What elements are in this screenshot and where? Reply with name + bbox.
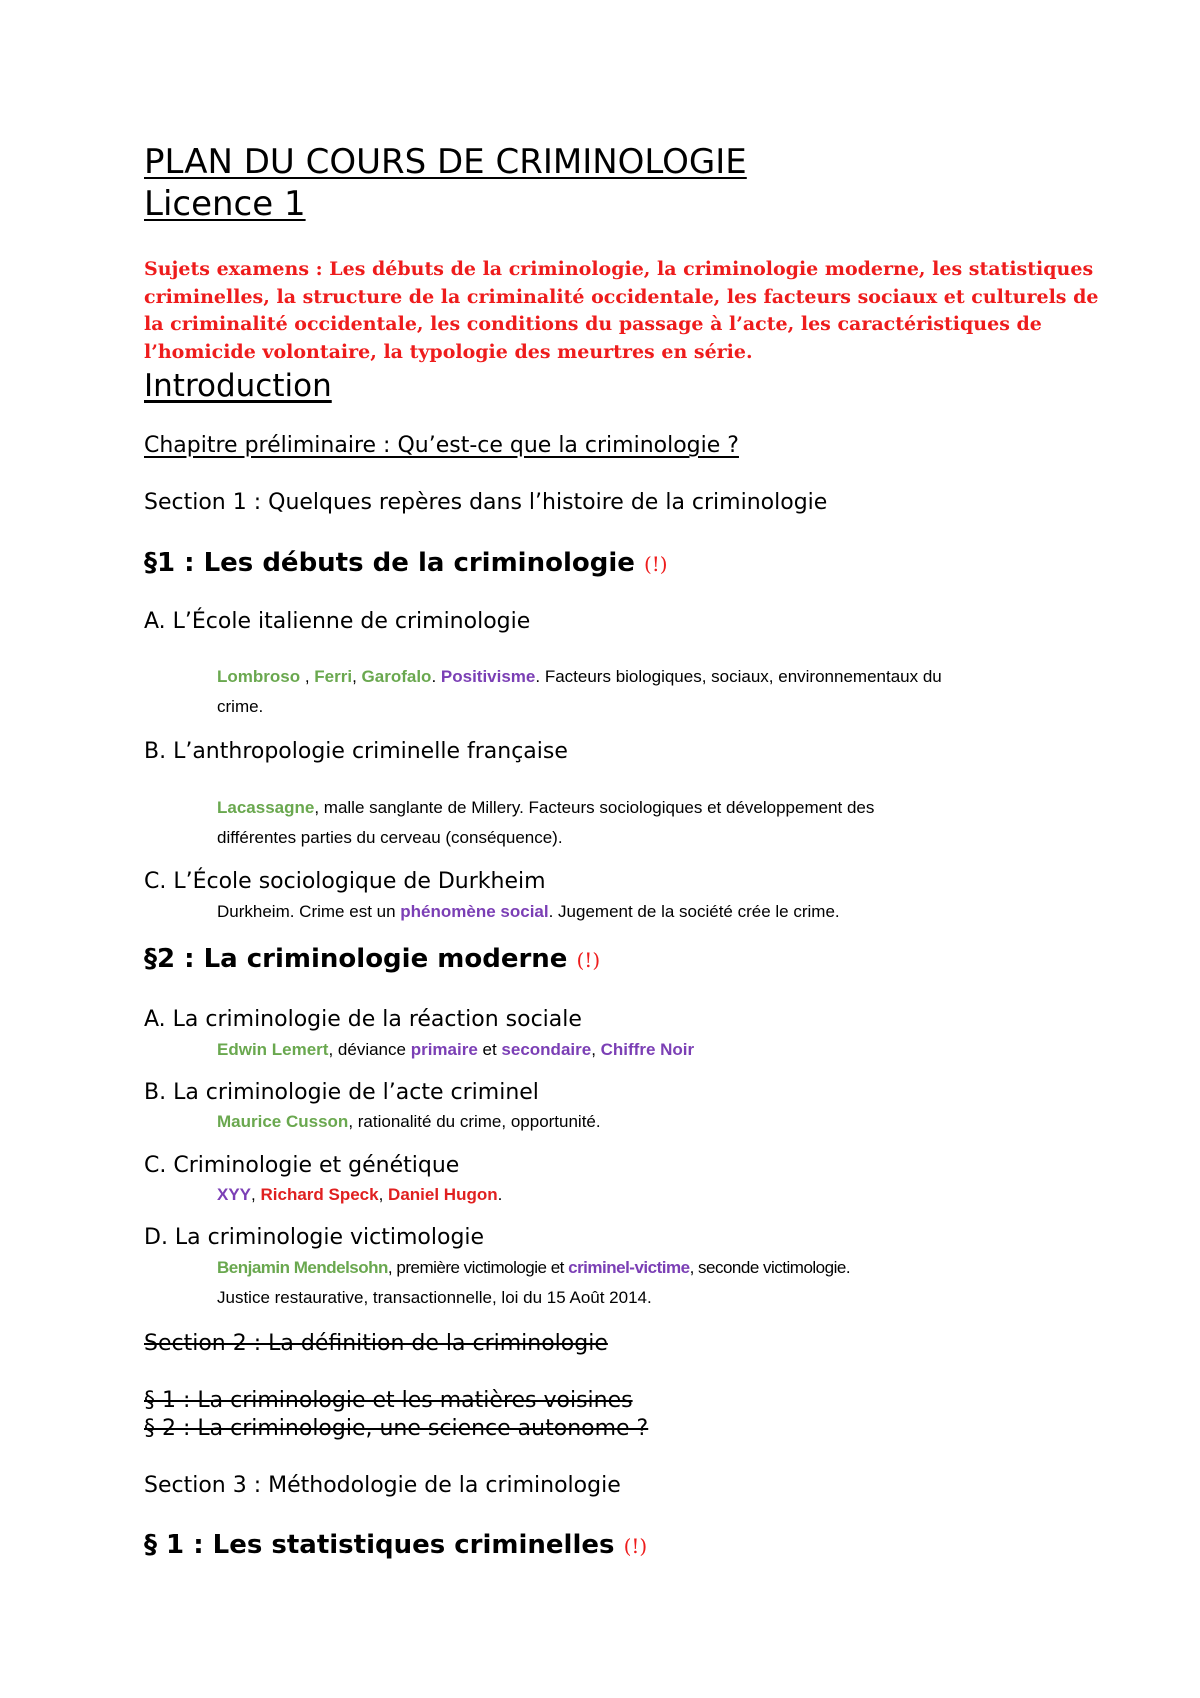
subsection-notes: XYY, Richard Speck, Daniel Hugon. [217, 1185, 503, 1204]
subsection-heading: B. L’anthropologie criminelle française [144, 739, 568, 764]
person-name: Richard Speck [260, 1185, 379, 1204]
section-3-paragraph-1-heading [144, 1530, 647, 1560]
concept-term: primaire [410, 1040, 478, 1059]
paragraph-title: §1 : Les débuts de la criminologie [144, 548, 635, 578]
subsection-heading: C. Criminologie et génétique [144, 1153, 460, 1178]
subsection-notes-continued: crime. [217, 697, 264, 716]
concept-term: criminel-victime [568, 1258, 690, 1277]
subsection-notes: Lacassagne, malle sanglante de Millery. Facteurs sociologiques et développement des [217, 798, 875, 817]
exam-mark: (!) [643, 552, 668, 576]
subsection-notes: Durkheim. Crime est un phénomène social. Jugement de la société crée le crime. [217, 902, 840, 921]
concept-term: XYY [217, 1185, 252, 1204]
subsection-notes: Maurice Cusson, rationalité du crime, opportunité. [217, 1112, 601, 1131]
person-name: Garofalo [361, 667, 432, 686]
concept-term: Chiffre Noir [600, 1040, 695, 1059]
exam-subjects-line: la criminalité occidentale, les conditions du passage à l’acte, les caractéristiques de [144, 313, 1042, 335]
subsection-notes: Lombroso , Ferri, Garofalo. Positivisme. Facteurs biologiques, sociaux, environnementaux du [217, 667, 942, 686]
concept-term: Positivisme [440, 667, 536, 686]
document-subtitle: Licence 1 [144, 184, 306, 224]
subsection-heading: A. L’École italienne de criminologie [144, 609, 531, 634]
section-2-heading: Section 2 : La définition de la criminologie [144, 1331, 608, 1356]
exam-mark: (!) [576, 948, 601, 972]
subsection-notes-continued: Justice restaurative, transactionnelle, loi du 15 Août 2014. [217, 1288, 652, 1307]
person-name: Daniel Hugon [388, 1185, 498, 1204]
section-2-paragraph: § 2 : La criminologie, une science autonome ? [144, 1416, 649, 1441]
document-title: PLAN DU COURS DE CRIMINOLOGIE [144, 142, 747, 182]
concept-term: secondaire [501, 1040, 592, 1059]
subsection-notes-continued: différentes parties du cerveau (conséquence). [217, 828, 563, 847]
exam-subjects-line: criminelles, la structure de la criminalité occidentale, les facteurs sociaux et culturels de [144, 286, 1099, 308]
subsection-heading: D. La criminologie victimologie [144, 1225, 485, 1250]
person-name: Benjamin Mendelsohn [217, 1258, 388, 1277]
paragraph-title: § 1 : Les statistiques criminelles [144, 1530, 615, 1560]
exam-mark: (!) [623, 1534, 648, 1558]
paragraph-1-heading [144, 548, 668, 578]
paragraph-2-heading [144, 944, 600, 974]
exam-subjects-line: l’homicide volontaire, la typologie des meurtres en série. [144, 341, 753, 363]
person-name: Edwin Lemert [217, 1040, 329, 1059]
introduction-heading: Introduction [144, 368, 332, 404]
subsection-notes: Edwin Lemert, déviance primaire et secondaire, Chiffre Noir [217, 1040, 695, 1059]
person-name: Maurice Cusson [217, 1112, 349, 1131]
subsection-heading: B. La criminologie de l’acte criminel [144, 1080, 539, 1105]
paragraph-title: §2 : La criminologie moderne [144, 944, 568, 974]
chapter-heading: Chapitre préliminaire : Qu’est-ce que la criminologie ? [144, 433, 739, 458]
section-2-paragraph: § 1 : La criminologie et les matières voisines [144, 1388, 633, 1413]
exam-subjects-line: Sujets examens : Les débuts de la criminologie, la criminologie moderne, les statistiques [144, 258, 1094, 280]
subsection-notes: Benjamin Mendelsohn, première victimologie et criminel-victime, seconde victimologie. [217, 1258, 851, 1277]
person-name: Lacassagne [217, 798, 315, 817]
section-3-heading: Section 3 : Méthodologie de la criminologie [144, 1473, 621, 1498]
person-name: Ferri [314, 667, 353, 686]
subsection-heading: C. L’École sociologique de Durkheim [144, 869, 546, 894]
concept-term: phénomène social [400, 902, 549, 921]
person-name: Lombroso [217, 667, 301, 686]
section-1-heading: Section 1 : Quelques repères dans l’histoire de la criminologie [144, 490, 828, 515]
subsection-heading: A. La criminologie de la réaction sociale [144, 1007, 582, 1032]
